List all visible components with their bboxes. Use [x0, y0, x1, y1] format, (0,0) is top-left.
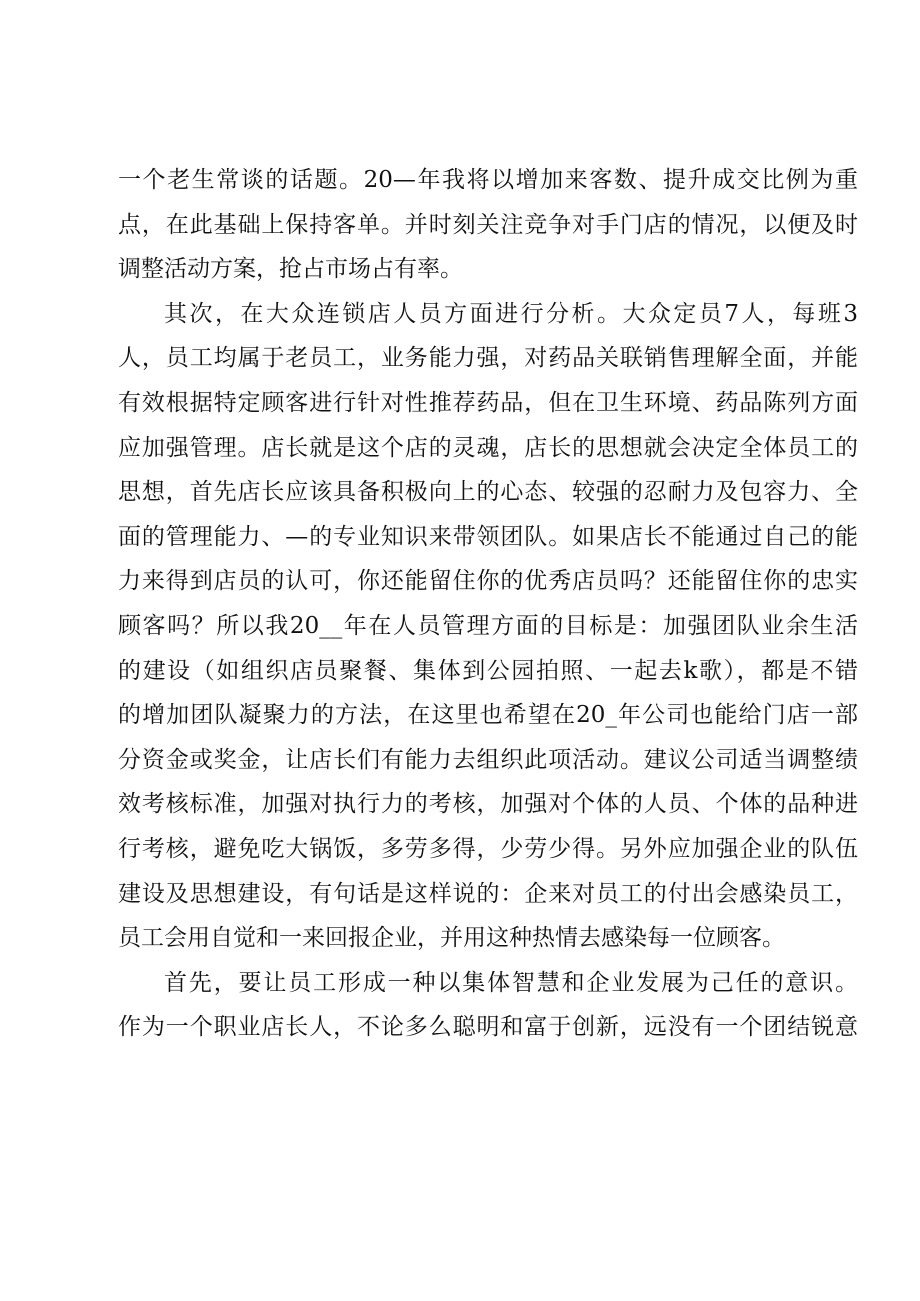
text-line: 分资金或奖金，让店长们有能力去组织此项活动。建议公司适当调整绩	[118, 746, 858, 773]
text-line: 建设及思想建设，有句话是这样说的：企来对员工的付出会感染员工，	[118, 880, 858, 907]
text-line: 人，员工均属于老员工，业务能力强，对药品关联销售理解全面，并能	[118, 345, 858, 372]
text-line: 一个老生常谈的话题。20—年我将以增加来客数、提升成交比例为重	[118, 167, 858, 193]
text-line: 的增加团队凝聚力的方法，在这里也希望在20_年公司也能给门店一部	[118, 702, 858, 729]
text-line: 面的管理能力、—的专业知识来带领团队。如果店长不能通过自己的能	[118, 523, 858, 550]
text-line: 作为一个职业店长人，不论多么聪明和富于创新，远没有一个团结锐意	[118, 1014, 858, 1041]
document-body	[118, 158, 858, 1050]
text-line: 首先，要让员工形成一种以集体智慧和企业发展为己任的意识。	[164, 969, 858, 996]
text-line: 的建设（如组织店员聚餐、集体到公园拍照、一起去k歌），都是不错	[118, 657, 858, 684]
text-line: 点，在此基础上保持客单。并时刻关注竞争对手门店的情况，以便及时	[118, 211, 858, 238]
text-line: 顾客吗？所以我20__年在人员管理方面的目标是：加强团队业余生活	[118, 612, 858, 639]
text-line: 员工会用自觉和一来回报企业，并用这种热情去感染每一位顾客。	[118, 925, 785, 952]
text-line: 有效根据特定顾客进行针对性推荐药品，但在卫生环境、药品陈列方面	[118, 389, 858, 416]
text-line: 效考核标准，加强对执行力的考核，加强对个体的人员、个体的品种进	[118, 791, 858, 818]
text-line: 行考核，避免吃大锅饭，多劳多得，少劳少得。另外应加强企业的队伍	[118, 835, 858, 862]
text-line: 思想，首先店长应该具备积极向上的心态、较强的忍耐力及包容力、全	[118, 479, 858, 506]
text-line: 其次，在大众连锁店人员方面进行分析。大众定员7人，每班3	[164, 300, 858, 327]
text-line: 调整活动方案，抢占市场占有率。	[118, 256, 463, 283]
text-line: 应加强管理。店长就是这个店的灵魂，店长的思想就会决定全体员工的	[118, 434, 858, 461]
text-line: 力来得到店员的认可，你还能留住你的优秀店员吗？还能留住你的忠实	[118, 568, 858, 595]
